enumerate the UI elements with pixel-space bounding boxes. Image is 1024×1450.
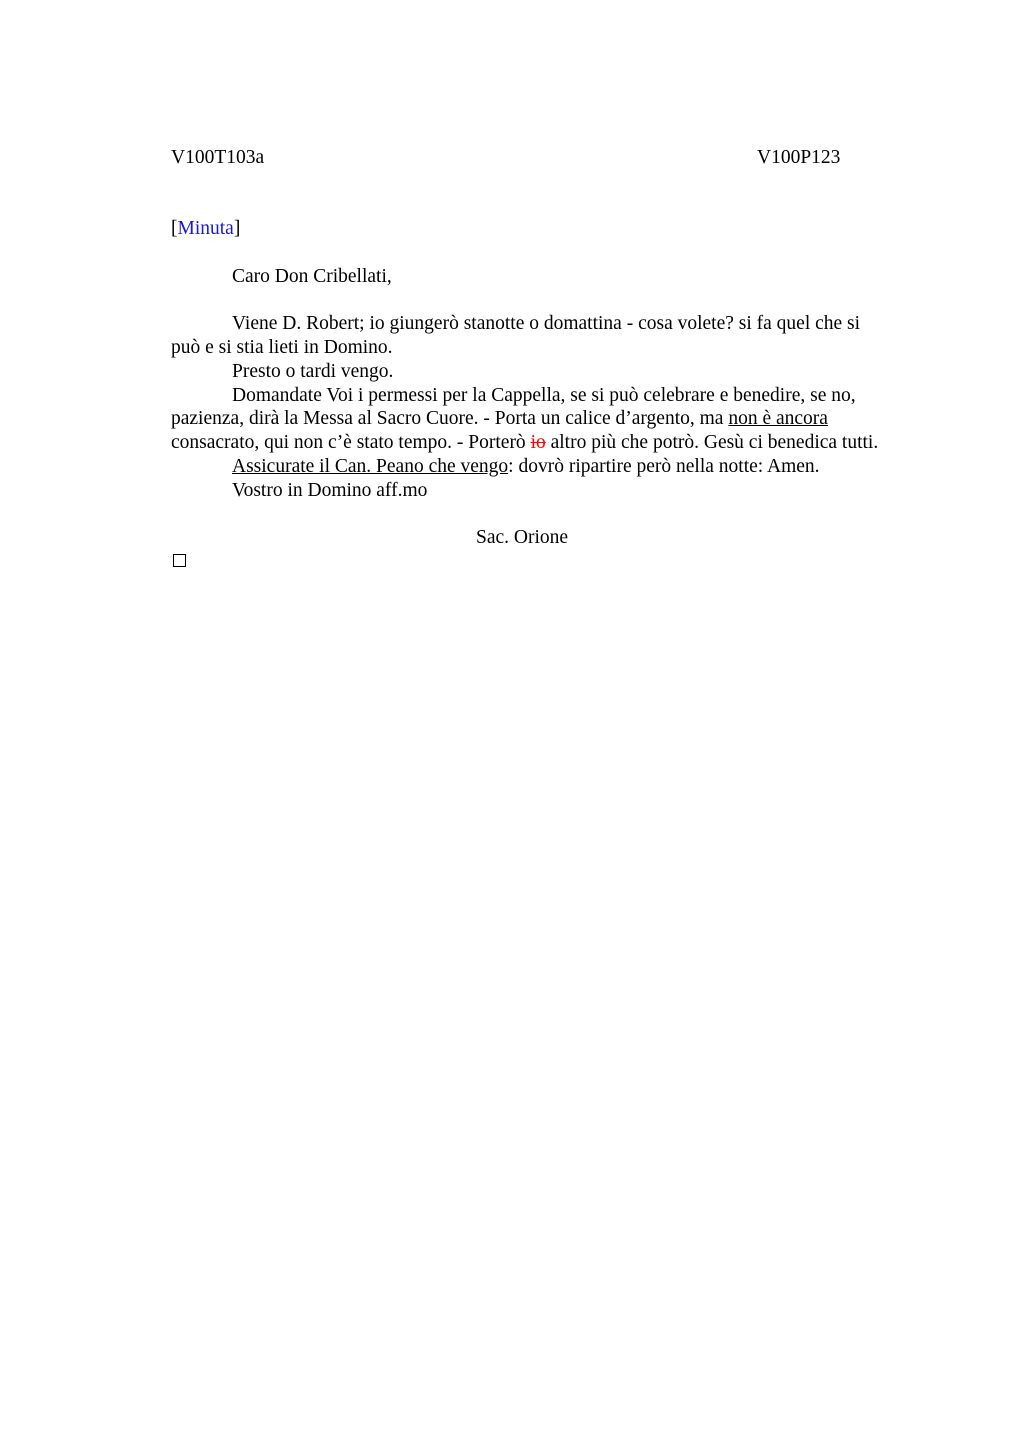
paragraph-3-line-2: [171, 407, 931, 431]
signature: Sac. Orione: [476, 527, 569, 548]
paragraph-1-line-1: Viene D. Robert; io giungerò stanotte o domattina - cosa volete? si fa quel che si: [232, 313, 861, 335]
paragraph-3-line-3-after: altro più che potrò. Gesù ci benedica tutti.: [545, 432, 879, 454]
underlined-phrase: non è ancora: [728, 408, 828, 430]
letter-greeting: Caro Don Cribellati,: [232, 265, 392, 287]
paragraph-2: Presto o tardi vengo.: [232, 360, 394, 382]
minuta-label: Minuta: [177, 218, 234, 239]
paragraph-3-line-3: [171, 431, 931, 455]
paragraph-4-rest: : dovrò ripartire però nella notte: Amen.: [508, 455, 820, 477]
struck-word: io: [530, 432, 546, 454]
paragraph-4-underlined: Assicurate il Can. Peano che vengo: [232, 455, 509, 477]
letter-closing: Vostro in Domino aff.mo: [232, 479, 428, 501]
bracket-close: ]: [233, 218, 241, 239]
paragraph-4: [171, 455, 931, 479]
paragraph-3-line-2-text: pazienza, dirà la Messa al Sacro Cuore. - Porta un calice d’argento, ma: [171, 408, 729, 430]
minuta-note: [171, 217, 931, 241]
paragraph-1-line-2: può e si stia lieti in Domino.: [171, 336, 393, 358]
checkbox-square-icon: [173, 554, 186, 567]
paragraph-3-line-1: Domandate Voi i permessi per la Cappella, se si può celebrare e benedire, se no,: [232, 384, 856, 406]
document-code-right: V100P123: [757, 147, 841, 168]
bracket-open: [: [171, 218, 178, 239]
paragraph-3-line-3-before: consacrato, qui non c’è stato tempo. - Porterò: [171, 432, 531, 454]
letter-body: [171, 217, 931, 503]
document-code-left: V100T103a: [171, 147, 265, 168]
